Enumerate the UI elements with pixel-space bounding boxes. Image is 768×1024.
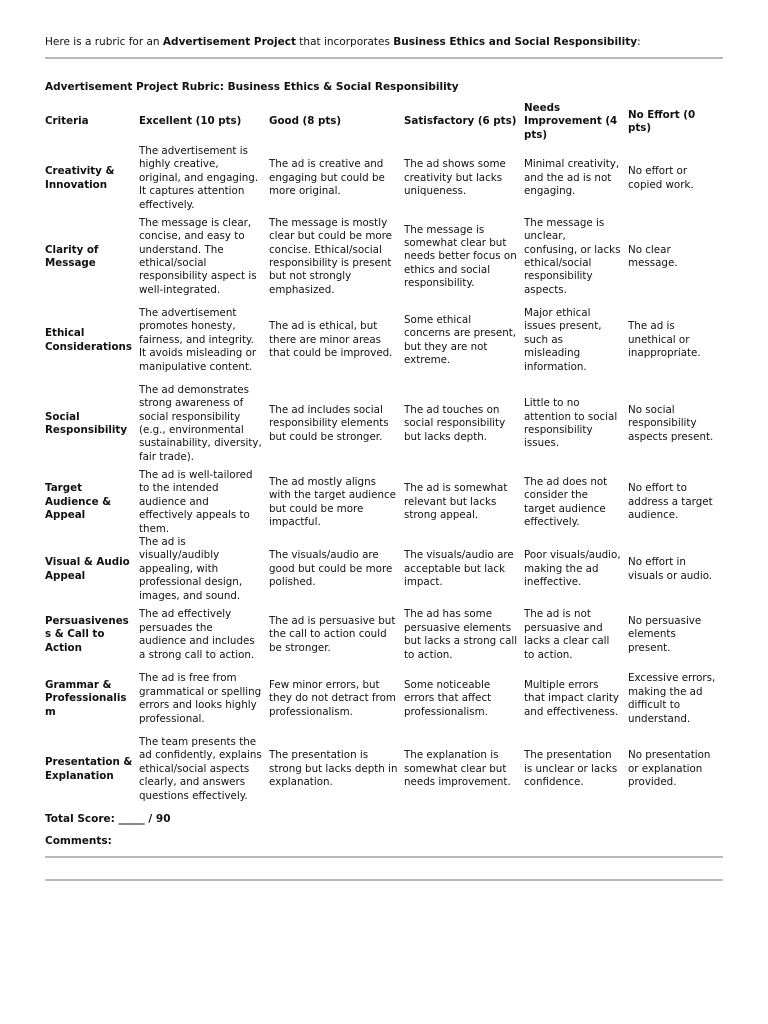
top-divider xyxy=(45,57,723,59)
needs-improvement-cell: Little to no attention to social responsibility issues. xyxy=(524,397,618,450)
rubric-table xyxy=(42,99,724,808)
criteria-cell: Persuasiveness & Call to Action xyxy=(45,614,129,654)
satisfactory-cell: The visuals/audio are acceptable but lack impact. xyxy=(404,549,514,589)
satisfactory-cell: The ad is somewhat relevant but lacks strong appeal. xyxy=(404,482,508,522)
criteria-cell: Target Audience & Appeal xyxy=(45,482,112,522)
intro-suffix: : xyxy=(637,36,641,48)
no-effort-cell: No clear message. xyxy=(628,243,678,270)
intro-sentence xyxy=(45,35,725,49)
no-effort-cell: Excessive errors, making the ad difficult to understand. xyxy=(628,672,716,725)
table-row xyxy=(42,731,724,808)
table-row xyxy=(42,667,724,731)
no-effort-cell: No effort in visuals or audio. xyxy=(628,556,713,582)
satisfactory-cell: The ad shows some creativity but lacks uniqueness. xyxy=(404,158,506,198)
header-excellent: Excellent (10 pts) xyxy=(139,115,242,128)
satisfactory-cell: The ad has some persuasive elements but lacks a strong call to action. xyxy=(404,608,518,661)
excellent-cell: The team presents the ad confidently, explains ethical/social aspects clearly, and answers questions effectively. xyxy=(139,736,262,802)
table-row xyxy=(42,603,724,667)
comments-line-2 xyxy=(45,879,723,881)
excellent-cell: The advertisement promotes honesty, fairness, and integrity. It avoids misleading or manipulative content. xyxy=(139,307,257,373)
excellent-cell: The message is clear, concise, and easy to understand. The ethical/social responsibility aspect is well-integrated. xyxy=(139,216,257,296)
intro-topic: Business Ethics and Social Responsibility xyxy=(393,36,638,48)
header-row xyxy=(42,99,724,145)
criteria-cell: Social Responsibility xyxy=(45,410,128,437)
good-cell: The ad is ethical, but there are minor areas that could be improved. xyxy=(269,320,393,360)
good-cell: Few minor errors, but they do not detract from professionalism. xyxy=(269,678,396,718)
criteria-cell: Grammar & Professionalism xyxy=(45,678,127,718)
header-good: Good (8 pts) xyxy=(269,115,342,128)
rubric-title: Advertisement Project Rubric: Business Ethics & Social Responsibility xyxy=(45,81,459,93)
intro-middle: that incorporates xyxy=(295,36,394,48)
table-row xyxy=(42,212,724,302)
no-effort-cell: No persuasive elements present. xyxy=(628,614,702,654)
header-satisfactory: Satisfactory (6 pts) xyxy=(404,115,517,128)
comments-label: Comments: xyxy=(45,835,112,847)
needs-improvement-cell: Major ethical issues present, such as misleading information. xyxy=(524,307,602,373)
table-row xyxy=(42,536,724,603)
excellent-cell: The ad effectively persuades the audience and includes a strong call to action. xyxy=(139,608,255,661)
table-row xyxy=(42,469,724,536)
header-needs-improvement: Needs Improvement (4 pts) xyxy=(524,101,618,141)
needs-improvement-cell: The message is unclear, confusing, or lacks ethical/social responsibility aspects. xyxy=(524,216,621,296)
needs-improvement-cell: The ad does not consider the target audience effectively. xyxy=(524,475,608,528)
satisfactory-cell: Some ethical concerns are present, but they are not extreme. xyxy=(404,313,517,366)
good-cell: The ad is persuasive but the call to action could be stronger. xyxy=(269,614,396,654)
no-effort-cell: No effort to address a target audience. xyxy=(628,482,713,522)
criteria-cell: Ethical Considerations xyxy=(45,327,132,353)
excellent-cell: The ad demonstrates strong awareness of social responsibility (e.g., environmental sustainability, diversity, fair trade). xyxy=(139,383,262,463)
needs-improvement-cell: The presentation is unclear or lacks confidence. xyxy=(524,749,618,789)
criteria-cell: Visual & Audio Appeal xyxy=(45,556,130,582)
needs-improvement-cell: Multiple errors that impact clarity and effectiveness. xyxy=(524,678,619,718)
header-criteria: Criteria xyxy=(45,115,89,128)
intro-project: Advertisement Project xyxy=(162,36,296,48)
good-cell: The presentation is strong but lacks depth in explanation. xyxy=(269,749,398,789)
criteria-cell: Presentation & Explanation xyxy=(45,756,133,782)
good-cell: The visuals/audio are good but could be more polished. xyxy=(269,549,393,589)
excellent-cell: The ad is free from grammatical or spelling errors and looks highly professional. xyxy=(139,672,262,725)
table-row xyxy=(42,302,724,379)
criteria-cell: Creativity & Innovation xyxy=(45,165,115,191)
table-row xyxy=(42,145,724,212)
no-effort-cell: No effort or copied work. xyxy=(628,165,694,191)
good-cell: The ad mostly aligns with the target audience but could be more impactful. xyxy=(269,475,396,528)
no-effort-cell: No presentation or explanation provided. xyxy=(628,749,711,789)
comments-line-1 xyxy=(45,856,723,858)
satisfactory-cell: Some noticeable errors that affect professionalism. xyxy=(404,678,492,718)
needs-improvement-cell: The ad is not persuasive and lacks a clear call to action. xyxy=(524,608,610,661)
header-no-effort: No Effort (0 pts) xyxy=(628,108,696,134)
excellent-cell: The advertisement is highly creative, original, and engaging. It captures attention effectively. xyxy=(139,145,259,211)
good-cell: The ad is creative and engaging but could be more original. xyxy=(269,158,385,198)
total-score: Total Score: _____ / 90 xyxy=(45,813,171,825)
table-row xyxy=(42,379,724,469)
no-effort-cell: The ad is unethical or inappropriate. xyxy=(628,320,701,360)
good-cell: The message is mostly clear but could be more concise. Ethical/social responsibility is present but not strongly emphasized. xyxy=(269,216,393,296)
excellent-cell: The ad is well-tailored to the intended audience and effectively appeals to them. xyxy=(139,469,253,535)
good-cell: The ad includes social responsibility elements but could be stronger. xyxy=(269,403,389,443)
satisfactory-cell: The message is somewhat clear but needs better focus on ethics and social responsibility. xyxy=(404,223,517,290)
needs-improvement-cell: Minimal creativity, and the ad is not engaging. xyxy=(524,158,620,198)
satisfactory-cell: The ad touches on social responsibility but lacks depth. xyxy=(404,403,506,443)
intro-prefix: Here is a rubric for an xyxy=(45,36,163,48)
satisfactory-cell: The explanation is somewhat clear but needs improvement. xyxy=(404,749,511,789)
criteria-cell: Clarity of Message xyxy=(45,243,99,270)
excellent-cell: The ad is visually/audibly appealing, with professional design, images, and sound. xyxy=(139,536,243,602)
no-effort-cell: No social responsibility aspects present. xyxy=(628,403,714,443)
needs-improvement-cell: Poor visuals/audio, making the ad ineffective. xyxy=(524,549,621,589)
